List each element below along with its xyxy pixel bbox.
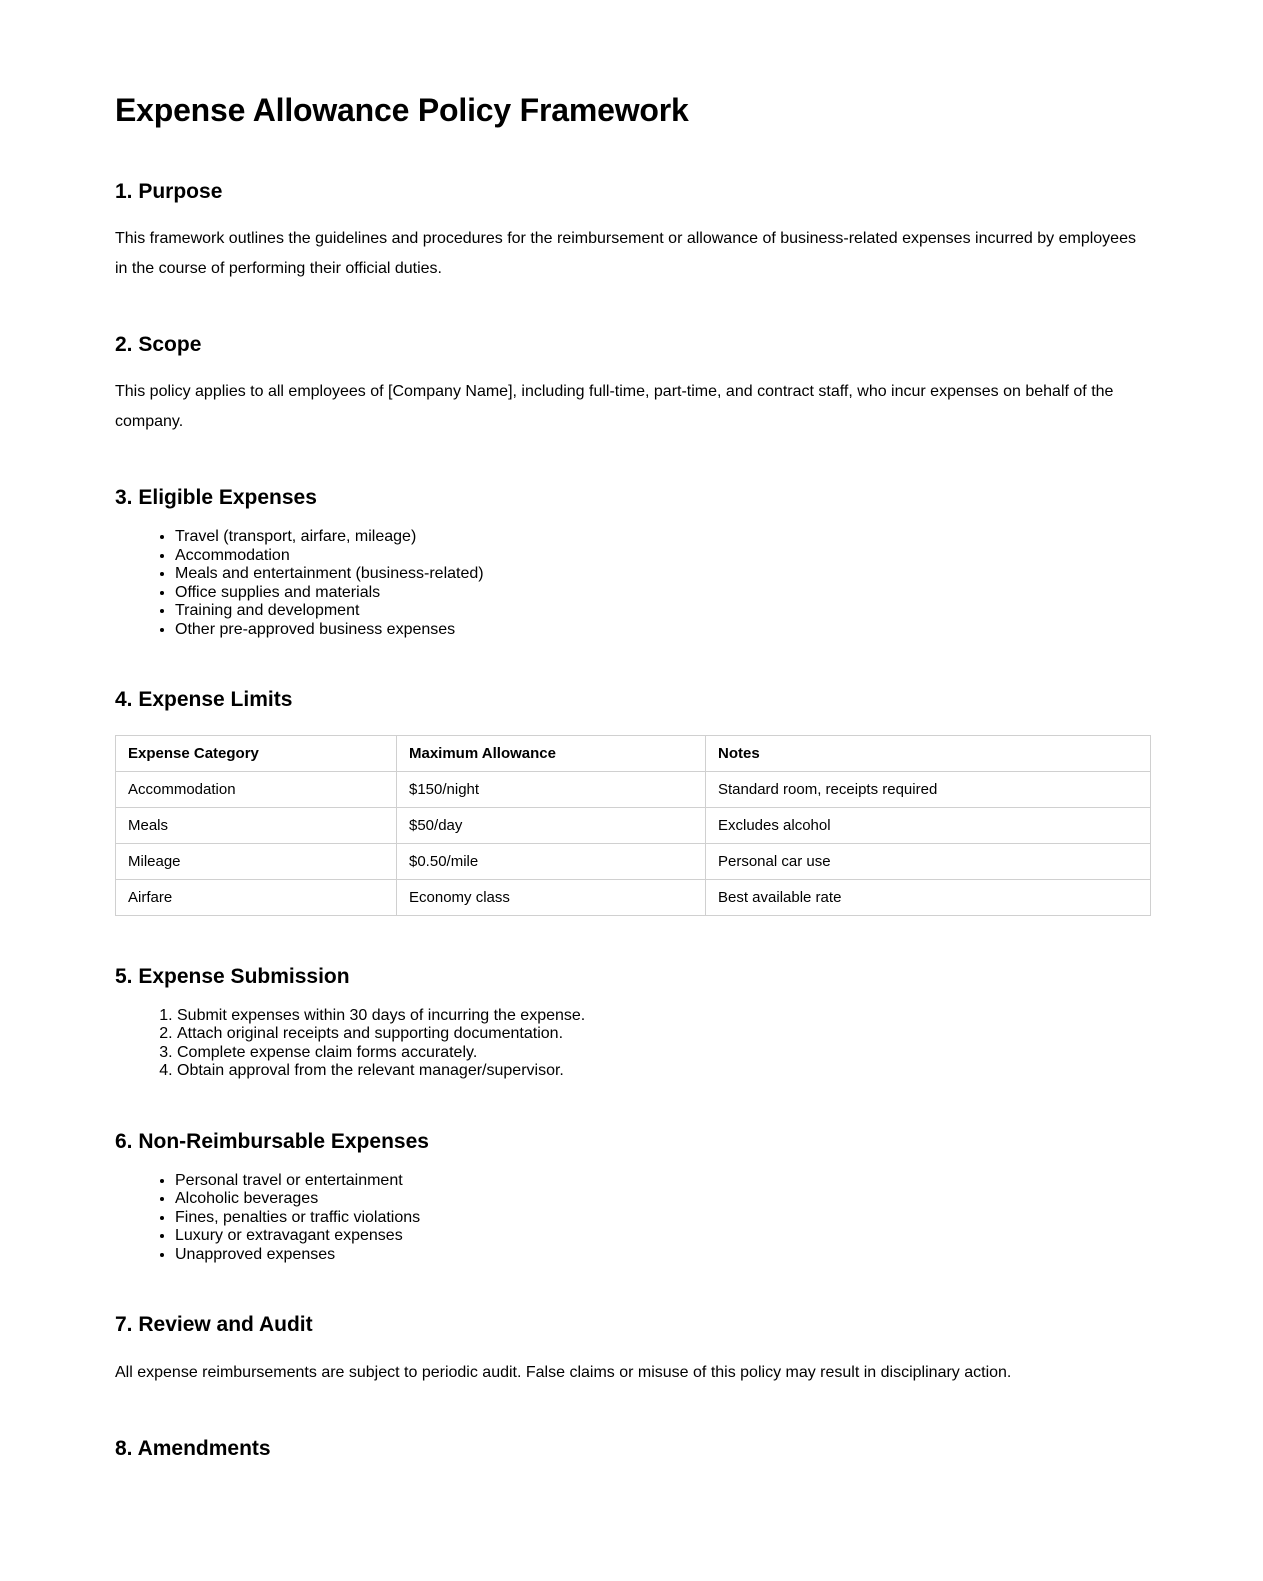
list-item: • Office supplies and materials bbox=[175, 584, 1150, 603]
table-cell-category: Meals bbox=[116, 807, 397, 843]
expense-submission-steps bbox=[115, 1007, 1150, 1081]
eligible-expenses-list bbox=[115, 528, 1150, 639]
section-heading-amendments: 8. Amendments bbox=[115, 1436, 271, 1460]
list-item: 4. Obtain approval from the relevant manager/supervisor. bbox=[177, 1062, 1150, 1081]
section-heading-eligible-expenses: 3. Eligible Expenses bbox=[115, 486, 317, 510]
table-cell-category: Mileage bbox=[116, 843, 397, 879]
table-row bbox=[116, 807, 1151, 843]
list-item: 1. Submit expenses within 30 days of incurring the expense. bbox=[177, 1007, 1150, 1026]
list-item: • Fines, penalties or traffic violations bbox=[175, 1209, 1150, 1228]
expense-limits-table bbox=[115, 735, 1151, 916]
table-cell-allowance: $50/day bbox=[397, 807, 706, 843]
section-heading-purpose: 1. Purpose bbox=[115, 179, 223, 203]
section-body-scope: This policy applies to all employees of [Company Name], including full-time, part-time, and contract staff, who incur expenses on behalf of the company. bbox=[115, 383, 1114, 431]
table-cell-category: Airfare bbox=[116, 879, 397, 915]
list-item: • Alcoholic beverages bbox=[175, 1190, 1150, 1209]
section-body-review-and-audit: All expense reimbursements are subject to periodic audit. False claims or misuse of this policy may result in disciplinary action. bbox=[115, 1363, 1012, 1381]
table-row bbox=[116, 843, 1151, 879]
table-cell-allowance: Economy class bbox=[397, 879, 706, 915]
table-header-row bbox=[116, 735, 1151, 771]
list-item: • Meals and entertainment (business-related) bbox=[175, 565, 1150, 584]
table-cell-category: Accommodation bbox=[116, 771, 397, 807]
list-item: • Accommodation bbox=[175, 547, 1150, 566]
table-cell-notes: Best available rate bbox=[706, 879, 1151, 915]
non-reimbursable-list bbox=[115, 1172, 1150, 1265]
list-item: 3. Complete expense claim forms accurately. bbox=[177, 1044, 1150, 1063]
page-title: Expense Allowance Policy Framework bbox=[115, 92, 689, 128]
list-item: • Training and development bbox=[175, 602, 1150, 621]
table-column-header: Expense Category bbox=[116, 735, 397, 771]
list-item: • Luxury or extravagant expenses bbox=[175, 1227, 1150, 1246]
table-row bbox=[116, 771, 1151, 807]
table-column-header: Maximum Allowance bbox=[397, 735, 706, 771]
page-bottom-spacer bbox=[115, 1461, 1150, 1581]
section-heading-non-reimbursable: 6. Non-Reimbursable Expenses bbox=[115, 1129, 429, 1153]
list-item: • Other pre-approved business expenses bbox=[175, 621, 1150, 640]
list-item: 2. Attach original receipts and supporting documentation. bbox=[177, 1025, 1150, 1044]
section-body-purpose: This framework outlines the guidelines and procedures for the reimbursement or allowance of business-related expenses incurred by employees in the course of performing their official duties. bbox=[115, 229, 1136, 277]
list-item: • Personal travel or entertainment bbox=[175, 1172, 1150, 1191]
section-heading-review-and-audit: 7. Review and Audit bbox=[115, 1313, 313, 1337]
section-heading-scope: 2. Scope bbox=[115, 332, 202, 356]
table-cell-notes: Excludes alcohol bbox=[706, 807, 1151, 843]
list-item: • Unapproved expenses bbox=[175, 1246, 1150, 1265]
table-cell-notes: Standard room, receipts required bbox=[706, 771, 1151, 807]
table-row bbox=[116, 879, 1151, 915]
table-cell-allowance: $0.50/mile bbox=[397, 843, 706, 879]
table-column-header: Notes bbox=[706, 735, 1151, 771]
section-heading-expense-submission: 5. Expense Submission bbox=[115, 964, 350, 988]
list-item: • Travel (transport, airfare, mileage) bbox=[175, 528, 1150, 547]
table-cell-notes: Personal car use bbox=[706, 843, 1151, 879]
section-heading-expense-limits: 4. Expense Limits bbox=[115, 688, 293, 712]
table-cell-allowance: $150/night bbox=[397, 771, 706, 807]
